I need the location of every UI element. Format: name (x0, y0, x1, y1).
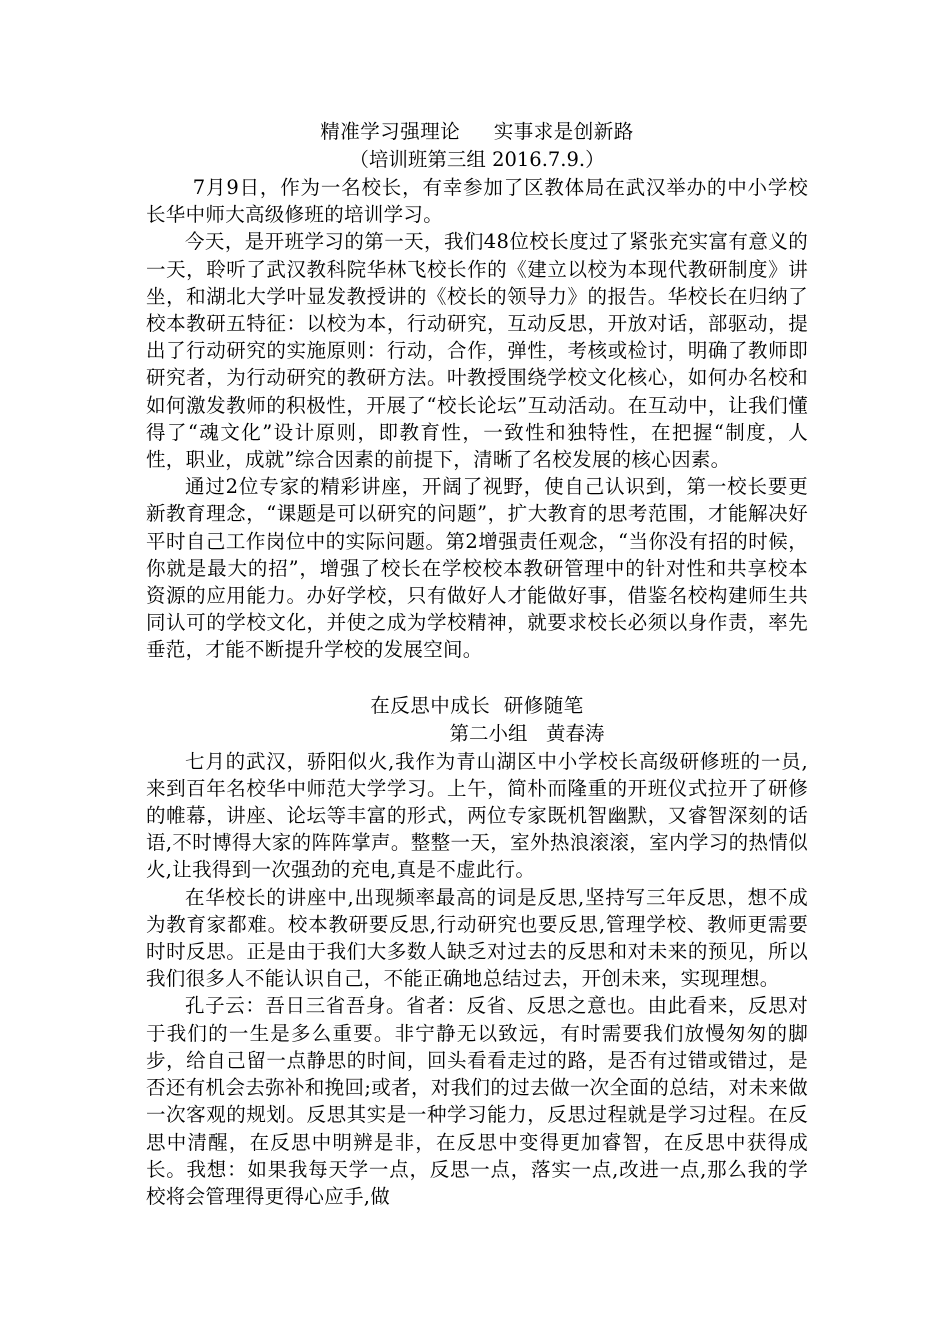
article-two-paragraph-2: 在华校长的讲座中,出现频率最高的词是反思,坚持写三年反思，想不成为教育家都难。校本教研要反思,行动研究也要反思,管理学校、教师更需要时时反思。正是由于我们大多数人缺乏对过去的反思和对未来的预见，所以我们很多人不能认识自己，不能正确地总结过去，开创未来，实现理想。 (146, 885, 808, 991)
article-two (146, 692, 808, 1210)
article-one (146, 118, 808, 664)
document-page (146, 118, 808, 1210)
article-two-paragraph-3: 孔子云：吾日三省吾身。省者：反省、反思之意也。由此看来，反思对于我们的一生是多么重要。非宁静无以致远，有时需要我们放慢匆匆的脚步，给自己留一点静思的时间，回头看看走过的路，是否有过错或错过，是否还有机会去弥补和挽回;或者，对我们的过去做一次全面的总结，对未来做一次客观的规划。反思其实是一种学习能力，反思过程就是学习过程。在反思中清醒，在反思中明辨是非，在反思中变得更加睿智，在反思中获得成长。我想：如果我每天学一点，反思一点，落实一点,改进一点,那么我的学校将会管理得更得心应手,做 (146, 994, 808, 1208)
article-one-subtitle: （培训班第三组 2016.7.9.） (349, 148, 605, 171)
article-one-paragraph-2: 今天，是开班学习的第一天，我们48位校长度过了紧张充实富有意义的一天，聆听了武汉教科院华林飞校长作的《建立以校为本现代教研制度》讲坐，和湖北大学叶显发教授讲的《校长的领导力》的报告。华校长在归纳了校本教研五特征：以校为本，行动研究，互动反思，开放对话，部驱动，提出了行动研究的实施原则：行动，合作，弹性，考核或检讨，明确了教师即研究者，为行动研究的教研方法。叶教授围绕学校文化核心，如何办名校和如何激发教师的积极性，开展了“校长论坛”互动活动。在互动中，让我们懂得了“魂文化”设计原则，即教育性，一致性和独特性，在把握“制度，人性，职业，成就”综合因素的前提下，清晰了名校发展的核心因素。 (146, 230, 808, 472)
article-one-paragraph-3: 通过2位专家的精彩讲座，开阔了视野，使自己认识到，第一校长要更新教育理念，“课题是可以研究的问题”，扩大教育的思考范围，才能解决好平时自己工作岗位中的实际问题。第2增强责任观念，“当你没有招的时候，你就是最大的招”，增强了校长在学校校本教研管理中的针对性和共享校本资源的应用能力。办好学校，只有做好人才能做好事，借鉴名校构建师生共同认可的学校文化，并使之成为学校精神，就要求校长必须以身作责，率先垂范，才能不断提升学校的发展空间。 (146, 475, 808, 662)
article-one-title: 精准学习强理论 实事求是创新路 (320, 120, 634, 143)
article-two-paragraph-1: 七月的武汉，骄阳似火,我作为青山湖区中小学校长高级研修班的一员,来到百年名校华中师范大学学习。上午，简朴而隆重的开班仪式拉开了研修的帷幕，讲座、论坛等丰富的形式，两位专家既机智幽默，又睿智深刻的话语,不时博得大家的阵阵掌声。整整一天，室外热浪滚滚，室内学习的热情似火,让我得到一次强劲的充电,真是不虚此行。 (146, 749, 808, 882)
article-two-title: 在反思中成长 研修随笔 (370, 693, 584, 717)
article-two-author: 第二小组 黄春涛 (449, 721, 605, 745)
section-gap (146, 664, 808, 692)
article-one-paragraph-1: 7月9日，作为一名校长，有幸参加了区教体局在武汉举办的中小学校长华中师大高级修班的培训学习。 (146, 176, 808, 227)
